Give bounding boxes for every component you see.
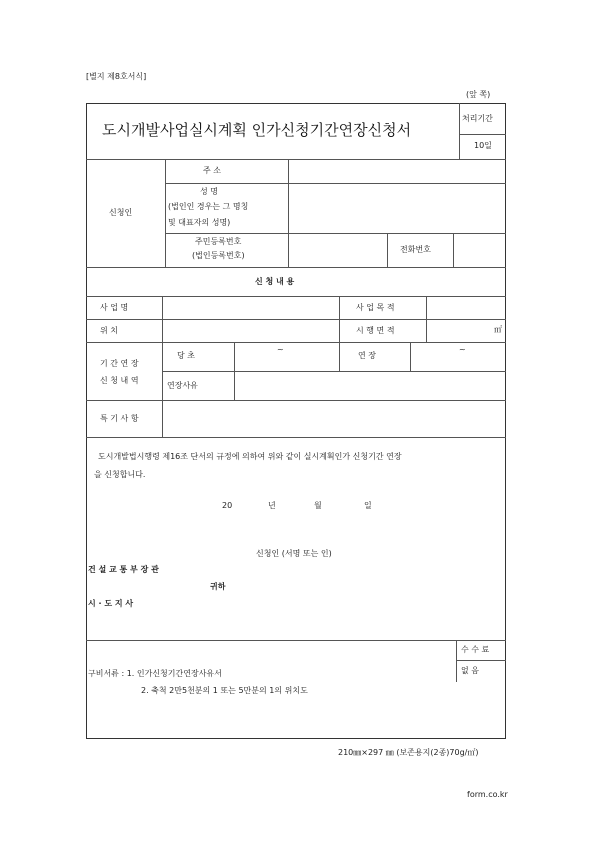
processing-period-value: 10일 [474, 141, 492, 150]
documents-item-2: 2. 축척 2만5천분의 1 또는 5만분의 1의 위치도 [141, 686, 308, 695]
name-note-1: (법인인 경우는 그 명칭 [168, 202, 249, 211]
documents-item-1: 구비서류 : 1. 인가신청기간연장사유서 [88, 669, 222, 678]
original-period-field[interactable] [235, 343, 338, 370]
statement-line-1: 도시개발법시행령 제16조 단서의 규정에 의하여 위와 같이 실시계획인가 신청기간 연장 [98, 452, 402, 461]
date-day-label: 일 [364, 501, 372, 510]
fee-value: 없 음 [461, 666, 479, 675]
address-label: 주 소 [203, 166, 221, 175]
signature-line: 신청인 (서명 또는 인) [256, 549, 332, 558]
name-note-2: 및 대표자의 성명) [168, 218, 231, 227]
location-label: 위 치 [100, 326, 118, 335]
purpose-field[interactable] [427, 297, 505, 318]
recipient-suffix: 귀하 [210, 582, 226, 591]
regno-label: 주민등록번호 [195, 237, 242, 246]
page-side: (앞 쪽) [466, 90, 491, 99]
location-field[interactable] [163, 320, 338, 341]
reason-label: 연장사유 [167, 381, 198, 390]
address-field[interactable] [289, 160, 505, 182]
details-header: 신 청 내 용 [255, 277, 295, 286]
original-separator: ~ [277, 345, 284, 354]
paper-spec: 210㎜×297 ㎜ (보존용지(2종)70g/㎡) [338, 748, 479, 757]
extension-label-2: 신 청 내 역 [100, 376, 139, 385]
date-year-prefix: 20 [222, 501, 233, 510]
remarks-field[interactable] [163, 401, 505, 436]
original-label: 당 초 [177, 351, 195, 360]
recipient-governor: 시 · 도 지 사 [88, 599, 134, 608]
extended-label: 연 장 [358, 351, 376, 360]
project-name-field[interactable] [163, 297, 338, 318]
phone-label: 전화번호 [400, 245, 431, 254]
date-year-label: 년 [268, 501, 276, 510]
regno-field[interactable] [289, 234, 386, 266]
extended-period-field[interactable] [411, 343, 505, 370]
extension-label-1: 기 간 연 장 [100, 359, 139, 368]
processing-period-label: 처리기간 [462, 114, 493, 123]
recipient-minister: 건 설 교 통 부 장 관 [88, 565, 159, 574]
phone-field[interactable] [454, 234, 505, 266]
extended-separator: ~ [459, 345, 466, 354]
purpose-label: 사 업 목 적 [356, 303, 395, 312]
regno-note: (법인등록번호) [192, 251, 245, 260]
project-name-label: 사 업 명 [100, 303, 129, 312]
form-number: [별지 제8호서식] [86, 72, 147, 81]
area-unit: ㎡ [494, 325, 502, 334]
remarks-label: 특 기 사 항 [100, 414, 139, 423]
name-label: 성 명 [200, 187, 218, 196]
fee-label: 수 수 료 [461, 645, 490, 654]
footer-site: form.co.kr [467, 790, 508, 799]
form-title: 도시개발사업실시계획 인가신청기간연장신청서 [102, 121, 412, 139]
statement-line-2: 을 신청합니다. [94, 470, 146, 479]
date-month-label: 월 [314, 501, 322, 510]
name-field[interactable] [289, 184, 505, 232]
applicant-label: 신청인 [109, 208, 133, 217]
area-label: 시 행 면 적 [356, 326, 395, 335]
reason-field[interactable] [235, 372, 505, 399]
